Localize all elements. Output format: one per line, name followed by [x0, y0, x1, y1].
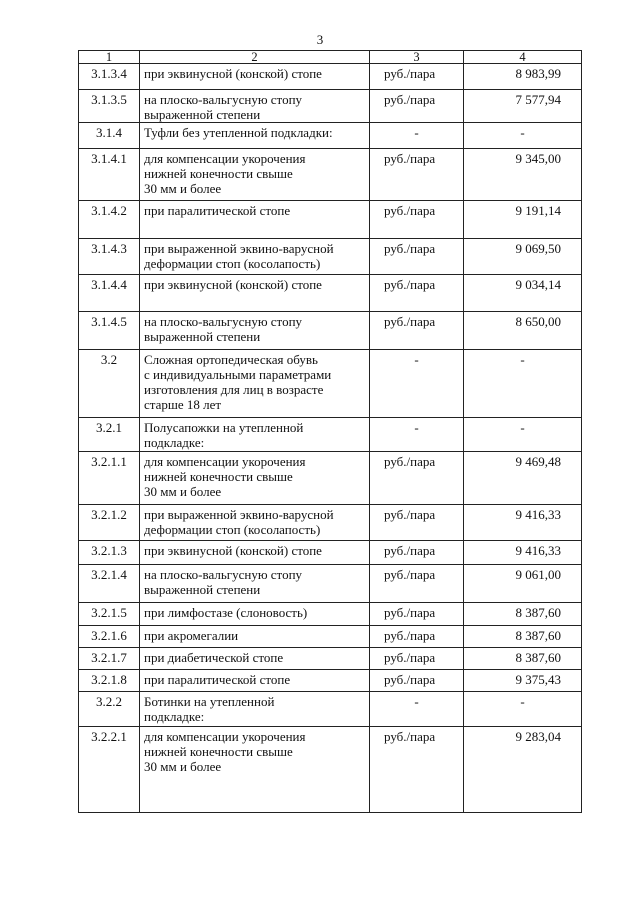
- row-code: 3.2.1: [79, 418, 140, 452]
- table-row: [79, 670, 582, 692]
- row-unit: -: [370, 692, 464, 727]
- row-price: 9 375,43: [464, 670, 582, 692]
- row-unit: руб./пара: [370, 626, 464, 648]
- row-name: при паралитической стопе: [140, 670, 370, 692]
- row-name: на плоско-вальгусную стопу выраженной степени: [140, 90, 370, 123]
- row-price: 9 283,04: [464, 727, 582, 813]
- table-row: [79, 64, 582, 90]
- row-name: Сложная ортопедическая обувь с индивидуальными параметрами изготовления для лиц в возрасте старше 18 лет: [140, 350, 370, 418]
- table-row: [79, 312, 582, 350]
- table-row: [79, 541, 582, 565]
- row-code: 3.2.1.5: [79, 603, 140, 626]
- row-price: 8 387,60: [464, 603, 582, 626]
- row-name: при лимфостазе (слоновость): [140, 603, 370, 626]
- row-name: при диабетической стопе: [140, 648, 370, 670]
- row-code: 3.1.4.5: [79, 312, 140, 350]
- header-col-4: 4: [464, 51, 582, 64]
- row-code: 3.1.4: [79, 123, 140, 149]
- row-code: 3.2.1.8: [79, 670, 140, 692]
- row-code: 3.2.1.7: [79, 648, 140, 670]
- row-unit: руб./пара: [370, 505, 464, 541]
- row-name: при эквинусной (конской) стопе: [140, 541, 370, 565]
- row-price: -: [464, 692, 582, 727]
- row-unit: руб./пара: [370, 452, 464, 505]
- row-price: -: [464, 350, 582, 418]
- table-row: [79, 90, 582, 123]
- row-name: на плоско-вальгусную стопу выраженной степени: [140, 312, 370, 350]
- row-price: 9 469,48: [464, 452, 582, 505]
- row-name: при эквинусной (конской) стопе: [140, 275, 370, 312]
- row-price: 8 387,60: [464, 648, 582, 670]
- row-unit: -: [370, 418, 464, 452]
- row-price: -: [464, 418, 582, 452]
- row-name: при акромегалии: [140, 626, 370, 648]
- table-row: [79, 350, 582, 418]
- row-unit: -: [370, 350, 464, 418]
- row-name: на плоско-вальгусную стопу выраженной степени: [140, 565, 370, 603]
- row-code: 3.2.2.1: [79, 727, 140, 813]
- table-row: [79, 692, 582, 727]
- row-code: 3.2.1.1: [79, 452, 140, 505]
- row-code: 3.2.1.6: [79, 626, 140, 648]
- table-row: [79, 239, 582, 275]
- row-name: Туфли без утепленной подкладки:: [140, 123, 370, 149]
- table-header-row: [79, 51, 582, 64]
- tariff-table: [78, 50, 582, 813]
- row-price: -: [464, 123, 582, 149]
- row-name: при паралитической стопе: [140, 201, 370, 239]
- row-code: 3.1.4.3: [79, 239, 140, 275]
- table-row: [79, 648, 582, 670]
- row-code: 3.2.1.2: [79, 505, 140, 541]
- row-unit: руб./пара: [370, 90, 464, 123]
- table-row: [79, 149, 582, 201]
- row-price: 8 983,99: [464, 64, 582, 90]
- table-row: [79, 275, 582, 312]
- row-price: 9 034,14: [464, 275, 582, 312]
- row-price: 9 191,14: [464, 201, 582, 239]
- row-code: 3.1.3.4: [79, 64, 140, 90]
- row-price: 7 577,94: [464, 90, 582, 123]
- table-row: [79, 603, 582, 626]
- header-col-2: 2: [140, 51, 370, 64]
- row-code: 3.1.4.1: [79, 149, 140, 201]
- table-row: [79, 418, 582, 452]
- table-row: [79, 626, 582, 648]
- row-unit: руб./пара: [370, 239, 464, 275]
- row-code: 3.1.4.4: [79, 275, 140, 312]
- row-price: 9 416,33: [464, 541, 582, 565]
- table-row: [79, 452, 582, 505]
- row-unit: руб./пара: [370, 603, 464, 626]
- row-unit: руб./пара: [370, 727, 464, 813]
- header-col-1: 1: [79, 51, 140, 64]
- table-row: [79, 565, 582, 603]
- row-unit: руб./пара: [370, 201, 464, 239]
- row-price: 8 387,60: [464, 626, 582, 648]
- row-unit: руб./пара: [370, 648, 464, 670]
- row-code: 3.1.4.2: [79, 201, 140, 239]
- row-price: 8 650,00: [464, 312, 582, 350]
- row-name: для компенсации укорочения нижней конечности свыше 30 мм и более: [140, 452, 370, 505]
- row-name: для компенсации укорочения нижней конечности свыше 30 мм и более: [140, 149, 370, 201]
- row-unit: руб./пара: [370, 541, 464, 565]
- row-price: 9 416,33: [464, 505, 582, 541]
- row-name: при выраженной эквино-варусной деформации стоп (косолапость): [140, 239, 370, 275]
- row-code: 3.2: [79, 350, 140, 418]
- table-row: [79, 201, 582, 239]
- row-name: Полусапожки на утепленной подкладке:: [140, 418, 370, 452]
- row-code: 3.1.3.5: [79, 90, 140, 123]
- row-name: при выраженной эквино-варусной деформации стоп (косолапость): [140, 505, 370, 541]
- row-unit: руб./пара: [370, 64, 464, 90]
- row-price: 9 061,00: [464, 565, 582, 603]
- page-number: 3: [316, 32, 324, 47]
- row-name: при эквинусной (конской) стопе: [140, 64, 370, 90]
- row-unit: руб./пара: [370, 670, 464, 692]
- row-price: 9 345,00: [464, 149, 582, 201]
- row-name: для компенсации укорочения нижней конечности свыше 30 мм и более: [140, 727, 370, 813]
- row-unit: руб./пара: [370, 149, 464, 201]
- table-row: [79, 123, 582, 149]
- header-col-3: 3: [370, 51, 464, 64]
- row-code: 3.2.1.4: [79, 565, 140, 603]
- row-unit: руб./пара: [370, 275, 464, 312]
- row-price: 9 069,50: [464, 239, 582, 275]
- table-row: [79, 505, 582, 541]
- row-code: 3.2.1.3: [79, 541, 140, 565]
- tariff-table-body: [79, 51, 582, 813]
- row-name: Ботинки на утепленной подкладке:: [140, 692, 370, 727]
- row-code: 3.2.2: [79, 692, 140, 727]
- row-unit: -: [370, 123, 464, 149]
- row-unit: руб./пара: [370, 565, 464, 603]
- table-row: [79, 727, 582, 813]
- row-unit: руб./пара: [370, 312, 464, 350]
